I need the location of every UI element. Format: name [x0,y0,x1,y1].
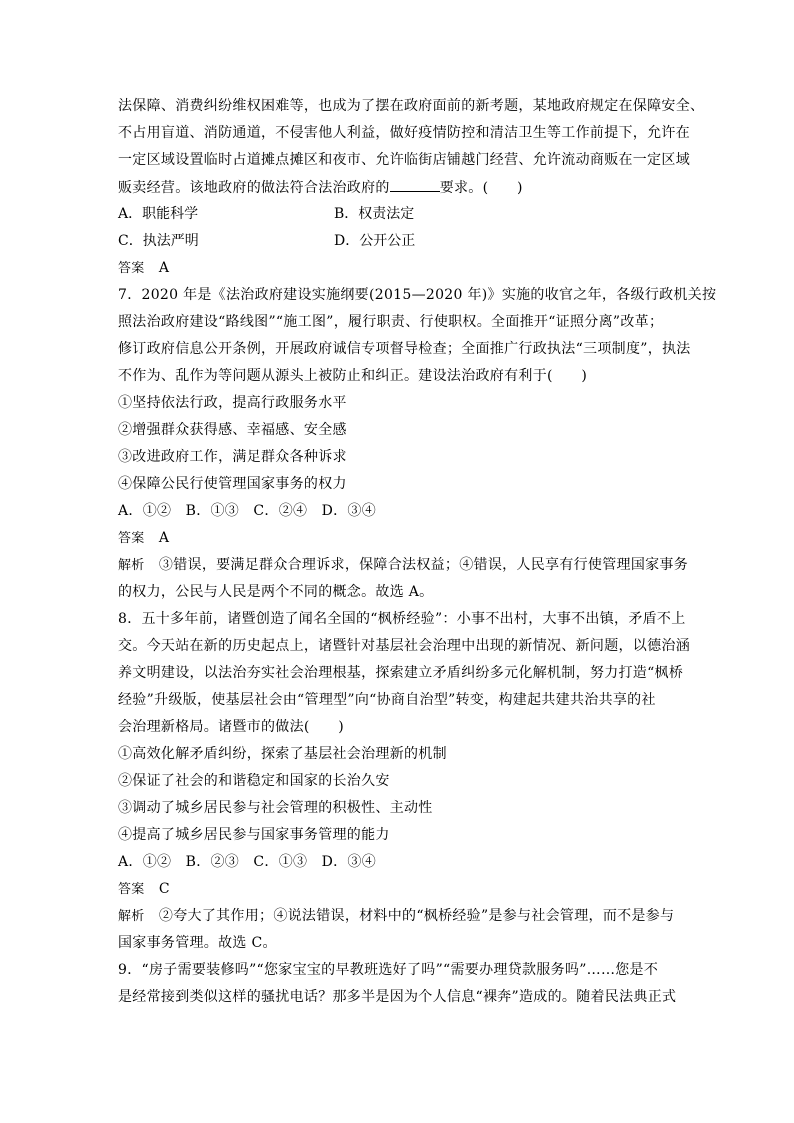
q7-item: ④保障公民行使管理国家事务的权力 [118,476,347,492]
answer-label: 答案 [118,531,145,546]
analysis-text: ③错误，要满足群众合理诉求，保障合法权益；④错误，人民享有行使管理国家事务 [158,557,689,573]
q6-stem-after-blank: 要求。( ) [439,180,523,196]
q7-item: ③改进政府工作，满足群众各种诉求 [118,449,347,465]
q6-option-a: A．职能科学 [118,206,199,222]
q6-line: 法保障、消费纠纷维权困难等，也成为了摆在政府面前的新考题，某地政府规定在保障安全、 [118,98,705,114]
analysis-label: 解析 [118,909,145,924]
q7-item: ①坚持依法行政，提高行政服务水平 [118,395,347,411]
answer-label: 答案 [118,261,145,276]
q7-item: ②增强群众获得感、幸福感、安全感 [118,422,347,438]
q8-item: ④提高了城乡居民参与国家事务管理的能力 [118,827,390,843]
q9-stem-line: 9．“房子需要装修吗”“您家宝宝的早教班选好了吗”“需要办理贷款服务吗”……您是不 [118,962,659,978]
q8-item: ③调动了城乡居民参与社会管理的积极性、主动性 [118,800,433,816]
q8-analysis-line [118,906,674,927]
q6-last-line [118,177,523,198]
q7-stem-line: 7．2020 年是《法治政府建设实施纲要(2015—2020 年)》实施的收官之年，各级行政机关按 [118,287,717,303]
q6-line: 一定区域设置临时占道摊点摊区和夜市、允许临街店铺越门经营、允许流动商贩在一定区域 [118,152,690,168]
q8-answer-line [118,879,170,900]
q8-stem-line: 会治理新格局。诸暨市的做法( ) [118,719,345,735]
fill-in-blank [390,177,440,192]
q7-analysis-line [118,555,688,576]
answer-label: 答案 [118,882,145,897]
q8-stem-line: 经验”升级版，使基层社会由“管理型”向“协商自治型”转变，构建起共建共治共享的社 [118,692,656,708]
q7-stem-line: 照法治政府建设“路线图”“施工图”，履行职责、行使职权。全面推开“证照分离”改革； [118,314,664,330]
q6-answer-line [118,258,169,279]
answer-value: A [158,530,170,546]
q9-stem-line: 是经常接到类似这样的骚扰电话？那多半是因为个人信息“裸奔”造成的。随着民法典正式 [118,989,677,1005]
q7-analysis-line: 的权力，公民与人民是两个不同的概念。故选 A。 [118,584,434,600]
q6-stem-before-blank: 贩卖经营。该地政府的做法符合法治政府的 [118,180,390,196]
analysis-label: 解析 [118,558,145,573]
analysis-text: ②夸大了其作用；④说法错误，材料中的“枫桥经验”是参与社会管理，而不是参与 [158,908,675,924]
q8-stem-line: 养文明建设，以法治夯实社会治理根基，探索建立矛盾纠纷多元化解机制，努力打造“枫桥 [118,665,684,681]
q6-option-c: C．执法严明 [118,233,199,249]
q8-stem-line: 8．五十多年前，诸暨创造了闻名全国的“枫桥经验”：小事不出村，大事不出镇，矛盾不上 [118,611,686,627]
answer-value: C [158,881,170,897]
q6-line: 不占用盲道、消防通道，不侵害他人利益，做好疫情防控和清洁卫生等工作前提下，允许在 [118,125,690,141]
q7-answer-line [118,528,169,549]
q8-item: ①高效化解矛盾纠纷，探索了基层社会治理新的机制 [118,746,447,762]
q6-option-b: B．权责法定 [334,206,415,222]
q7-stem-line: 不作为、乱作为等问题从源头上被防止和纠正。建设法治政府有利于( ) [118,368,588,384]
q8-choices: A．①② B．②③ C．①③ D．③④ [118,854,377,870]
q8-analysis-line: 国家事务管理。故选 C。 [118,935,277,951]
q8-stem-line: 交。今天站在新的历史起点上，诸暨针对基层社会治理中出现的新情况、新问题，以德治涵 [118,638,690,654]
q8-item: ②保证了社会的和谐稳定和国家的长治久安 [118,773,390,789]
answer-value: A [158,260,170,276]
q7-choices: A．①② B．①③ C．②④ D．③④ [118,503,377,519]
q7-stem-line: 修订政府信息公开条例，开展政府诚信专项督导检查；全面推广行政执法“三项制度”，执法 [118,341,691,357]
q6-option-d: D．公开公正 [334,233,416,249]
